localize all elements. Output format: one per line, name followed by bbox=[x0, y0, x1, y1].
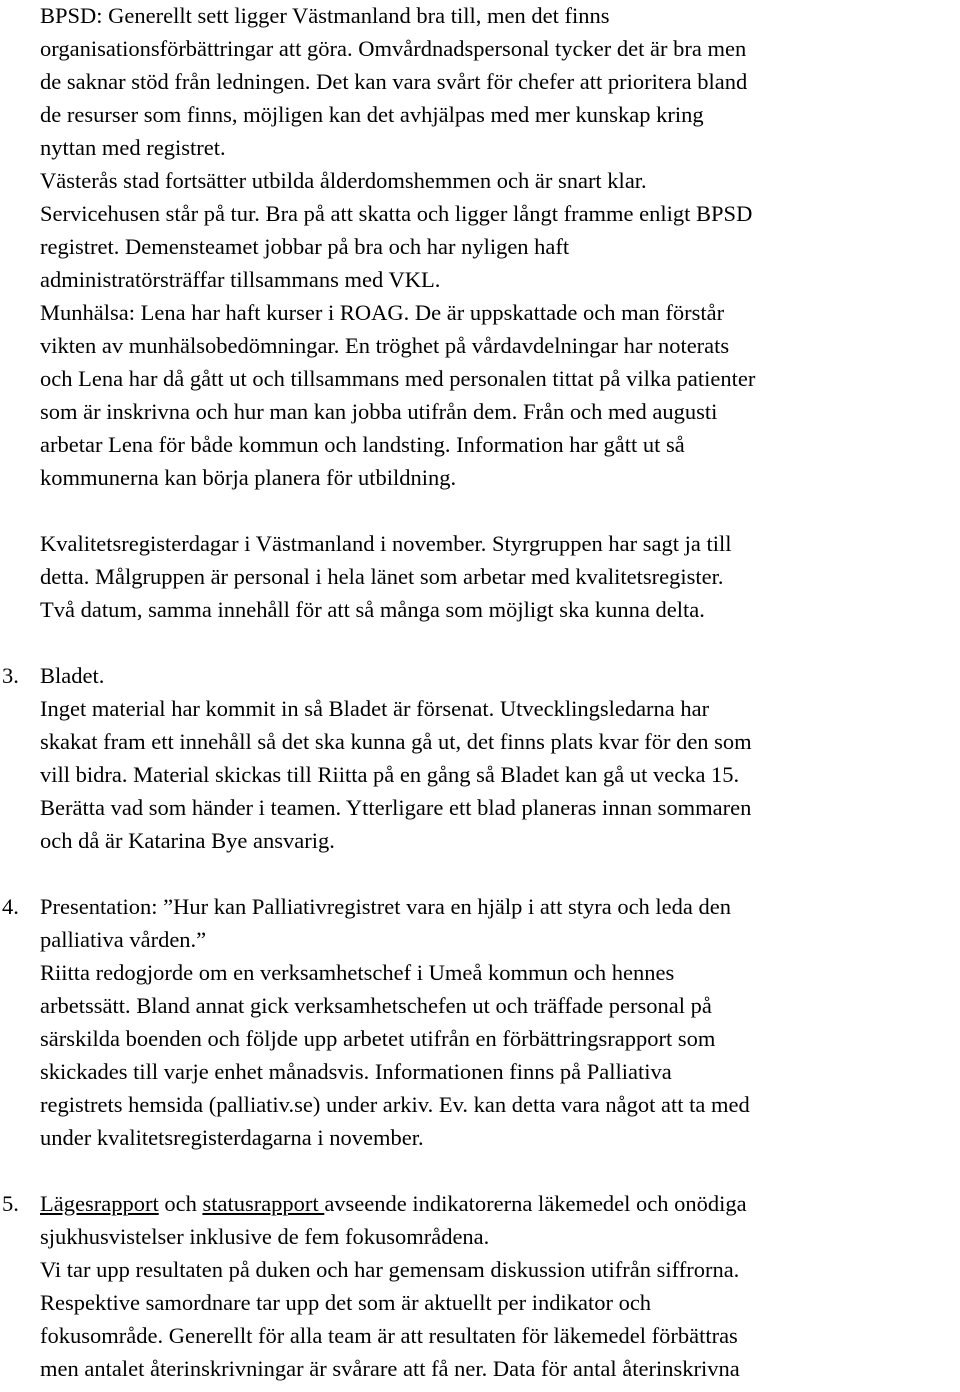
item-title: Presentation: ”Hur kan Palliativregistret vara en hjälp i att styra och leda den bbox=[40, 894, 732, 919]
text-line: sjukhusvistelser inklusive de fem fokusområdena. bbox=[40, 1224, 490, 1249]
paragraph-gap bbox=[40, 857, 956, 890]
title-text: avseende indikatorerna läkemedel och onödiga bbox=[324, 1191, 747, 1216]
text-line: vikten av munhälsobedömningar. En tröghet på vårdavdelningar har noterats bbox=[40, 333, 730, 358]
text-line: palliativa vården.” bbox=[40, 927, 207, 952]
text-line: särskilda boenden och följde upp arbetet utifrån en förbättringsrapport som bbox=[40, 1026, 716, 1051]
item-title-line bbox=[40, 1187, 956, 1220]
agenda-item-4 bbox=[2, 890, 956, 1154]
text-line: Kvalitetsregisterdagar i Västmanland i november. Styrgruppen har sagt ja till bbox=[40, 531, 732, 556]
text-line: de saknar stöd från ledningen. Det kan vara svårt för chefer att prioritera bland bbox=[40, 69, 748, 94]
text-line: de resurser som finns, möjligen kan det avhjälpas med mer kunskap kring bbox=[40, 102, 704, 127]
statusrapport-link[interactable]: statusrapport bbox=[202, 1191, 325, 1216]
paragraph-gap bbox=[40, 494, 956, 527]
item-number: 5. bbox=[2, 1191, 19, 1216]
text-line: Servicehusen står på tur. Bra på att skatta och ligger långt framme enligt BPSD bbox=[40, 201, 753, 226]
text-line: Respektive samordnare tar upp det som är aktuellt per indikator och bbox=[40, 1290, 652, 1315]
text-line: organisationsförbättringar att göra. Omvårdnadspersonal tycker det är bra men bbox=[40, 36, 747, 61]
text-line: skakat fram ett innehåll så det ska kunna gå ut, det finns plats kvar för den som bbox=[40, 729, 752, 754]
agenda-item-5 bbox=[2, 1187, 956, 1385]
text-line: arbetar Lena för både kommun och landsting. Information har gått ut så bbox=[40, 432, 685, 457]
text-line: men antalet återinskrivningar är svårare att få ner. Data för antal återinskrivna bbox=[40, 1356, 740, 1381]
text-line: skickades till varje enhet månadsvis. Informationen finns på Palliativa bbox=[40, 1059, 672, 1084]
item-number: 4. bbox=[2, 894, 19, 919]
text-line: arbetssätt. Bland annat gick verksamhetschefen ut och träffade personal på bbox=[40, 993, 712, 1018]
title-text: och bbox=[158, 1191, 203, 1216]
paragraph-gap bbox=[40, 1154, 956, 1187]
text-line: Riitta redogjorde om en verksamhetschef i Umeå kommun och hennes bbox=[40, 960, 675, 985]
text-line: Västerås stad fortsätter utbilda ålderdomshemmen och är snart klar. bbox=[40, 168, 647, 193]
text-line: administratörsträffar tillsammans med VKL. bbox=[40, 267, 441, 292]
text-line: Munhälsa: Lena har haft kurser i ROAG. De är uppskattade och man förstår bbox=[40, 300, 725, 325]
text-line: under kvalitetsregisterdagarna i november. bbox=[40, 1125, 424, 1150]
item-number: 3. bbox=[2, 663, 19, 688]
text-line: som är inskrivna och hur man kan jobba utifrån dem. Från och med augusti bbox=[40, 399, 718, 424]
paragraph-gap bbox=[40, 626, 956, 659]
intro-section bbox=[40, 0, 956, 494]
text-line: Inget material har kommit in så Bladet är försenat. Utvecklingsledarna har bbox=[40, 696, 710, 721]
text-line: Berätta vad som händer i teamen. Ytterligare ett blad planeras innan sommaren bbox=[40, 795, 752, 820]
item-title: Bladet. bbox=[40, 663, 105, 688]
text-line: och Lena har då gått ut och tillsammans med personalen tittat på vilka patienter bbox=[40, 366, 756, 391]
lagesrapport-link[interactable]: Lägesrapport bbox=[40, 1191, 159, 1216]
text-line: Vi tar upp resultaten på duken och har gemensam diskussion utifrån siffrorna. bbox=[40, 1257, 740, 1282]
text-line: fokusområde. Generellt för alla team är att resultaten för läkemedel förbättras bbox=[40, 1323, 738, 1348]
text-line: vill bidra. Material skickas till Riitta på en gång så Bladet kan gå ut vecka 15. bbox=[40, 762, 740, 787]
text-line: BPSD: Generellt sett ligger Västmanland bra till, men det finns bbox=[40, 3, 610, 28]
agenda-item-3 bbox=[2, 659, 956, 857]
text-line: kommunerna kan börja planera för utbildning. bbox=[40, 465, 457, 490]
text-line: registrets hemsida (palliativ.se) under arkiv. Ev. kan detta vara något att ta med bbox=[40, 1092, 750, 1117]
kvalitetsregister-section bbox=[40, 527, 956, 626]
text-line: nyttan med registret. bbox=[40, 135, 226, 160]
text-line: registret. Demensteamet jobbar på bra och har nyligen haft bbox=[40, 234, 570, 259]
text-line: och då är Katarina Bye ansvarig. bbox=[40, 828, 335, 853]
text-line: Två datum, samma innehåll för att så många som möjligt ska kunna delta. bbox=[40, 597, 705, 622]
document-page bbox=[2, 0, 956, 1385]
text-line: detta. Målgruppen är personal i hela länet som arbetar med kvalitetsregister. bbox=[40, 564, 724, 589]
